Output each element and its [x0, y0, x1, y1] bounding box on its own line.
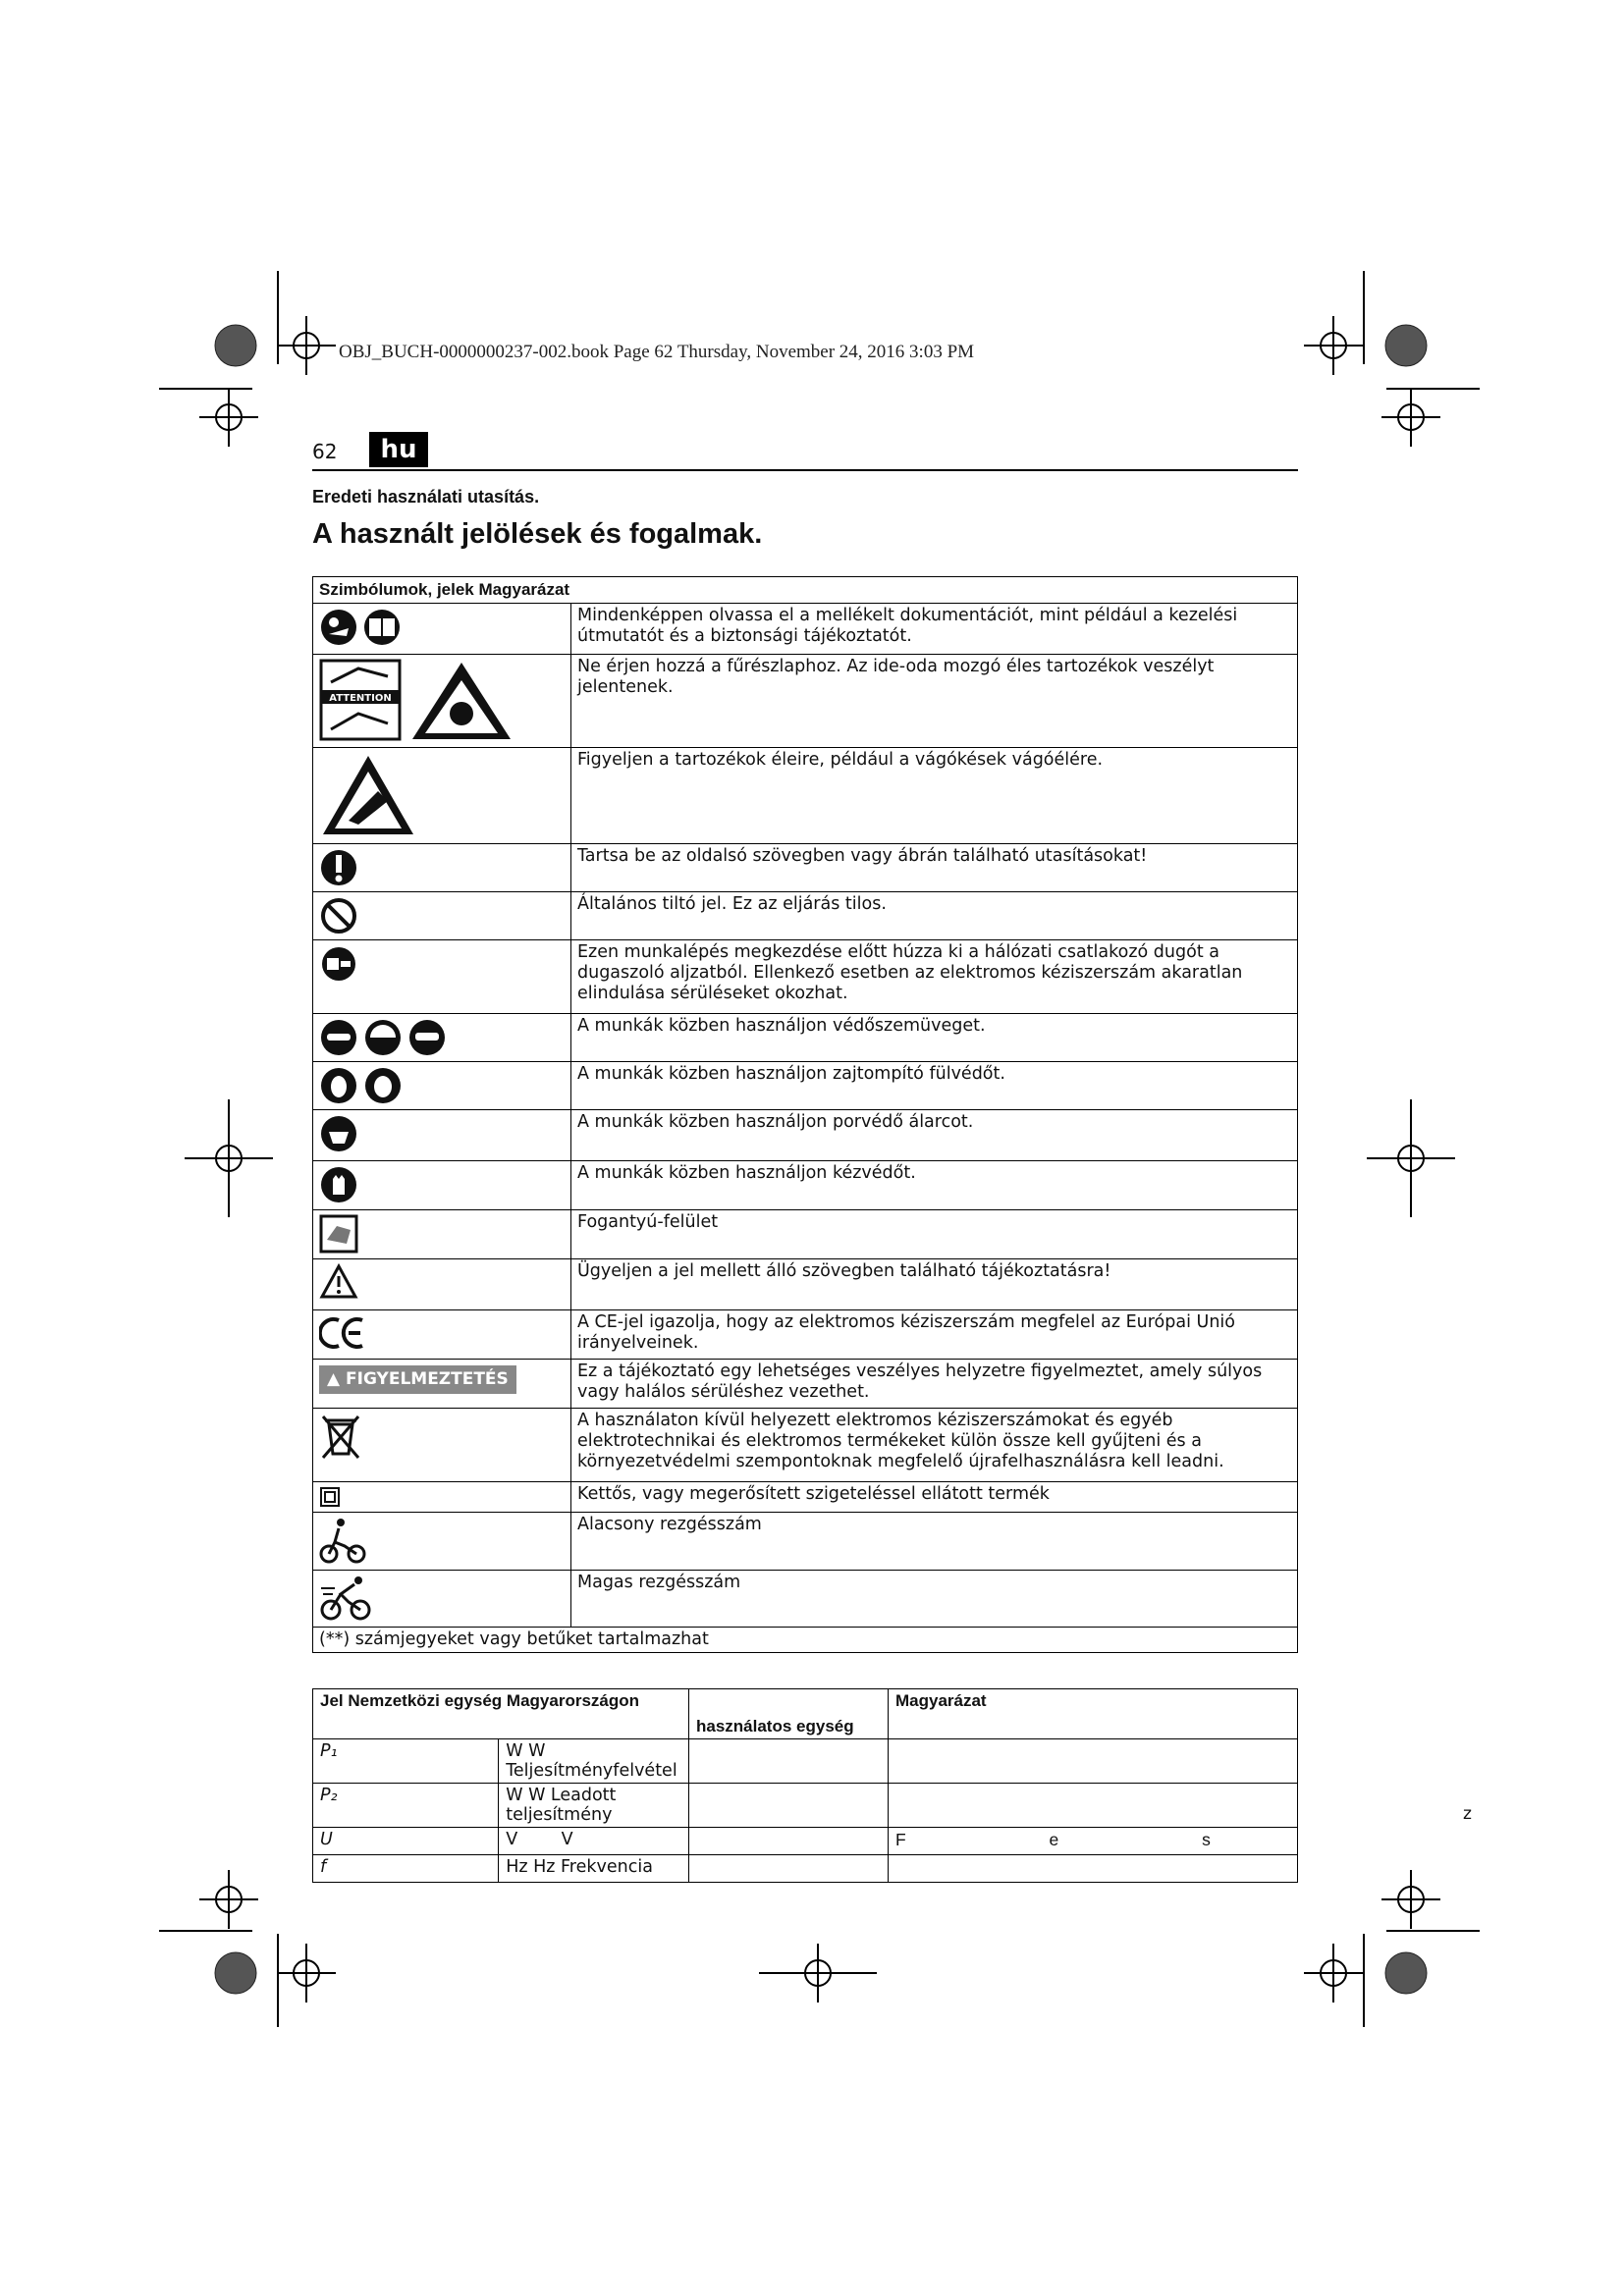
- icon-cell: [313, 844, 571, 892]
- language-badge: hu: [369, 432, 428, 467]
- table-row: [313, 1482, 1298, 1513]
- unit-symbol: f: [313, 1855, 499, 1883]
- table-row: [313, 1739, 1298, 1784]
- unit-col1: Hz Hz Frekvencia: [499, 1855, 689, 1883]
- row-text: Mindenképpen olvassa el a mellékelt dokumentációt, mint például a kezelési útmutatót és a biztonsági tájékoztatót.: [571, 604, 1298, 655]
- table-row: [313, 1110, 1298, 1161]
- row-text: Ez a tájékoztató egy lehetséges veszélyes helyzetre figyelmeztet, amely súlyos vagy halálos sérüléshez vezethet.: [571, 1360, 1298, 1409]
- table-row: [313, 892, 1298, 940]
- table-row: [313, 940, 1298, 1014]
- icon-cell: [313, 1360, 571, 1409]
- table-row: [313, 1210, 1298, 1259]
- row-text: Alacsony rezgésszám: [571, 1513, 1298, 1571]
- stray-character: z: [1463, 1804, 1472, 1824]
- page-title: A használt jelölések és fogalmak.: [312, 518, 763, 550]
- row-text: Kettős, vagy megerősített szigeteléssel ellátott termék: [571, 1482, 1298, 1513]
- units-table: [312, 1688, 1298, 1883]
- row-text: A munkák közben használjon kézvédőt.: [571, 1161, 1298, 1210]
- row-text: A használaton kívül helyezett elektromos kéziszerszámokat és egyéb elektrotechnikai és elektromos termékeket külön össze kell gyűjteni és a környezetvédelmi szempontoknak megfelelő újrafelhasználásra kell leadni.: [571, 1409, 1298, 1482]
- icon-cell: [313, 1513, 571, 1571]
- icon-cell: [313, 1014, 571, 1062]
- unit-col1: V V: [499, 1828, 689, 1855]
- document-subtitle: Eredeti használati utasítás.: [312, 487, 540, 507]
- row-text: Ezen munkalépés megkezdése előtt húzza ki a hálózati csatlakozó dugót a dugaszoló aljzatból. Ellenkező esetben az elektromos kéziszerszám akaratlan elindulása sérüléseket okozhat.: [571, 940, 1298, 1014]
- icon-cell: [313, 940, 571, 1014]
- unit-col2: [689, 1855, 889, 1883]
- symbols-table-header: Szimbólumok, jelek Magyarázat: [313, 577, 1298, 604]
- units-header-col2: használatos egység: [689, 1689, 889, 1739]
- unit-symbol: P₁: [313, 1739, 499, 1784]
- unit-col3: F e s: [889, 1828, 1298, 1855]
- icon-cell: [313, 748, 571, 844]
- symbols-table-footer: (**) számjegyeket vagy betűket tartalmazhat: [313, 1628, 1298, 1653]
- icon-cell: [313, 1409, 571, 1482]
- low-frequency-cyclist-icon: [319, 1517, 368, 1566]
- table-row: [313, 1855, 1298, 1883]
- row-text: Fogantyú-felület: [571, 1210, 1298, 1259]
- dust-mask-icon: [319, 1114, 358, 1153]
- print-header: OBJ_BUCH-0000000237-002.book Page 62 Thursday, November 24, 2016 3:03 PM: [339, 342, 975, 362]
- row-text: Ügyeljen a jel mellett álló szövegben található tájékoztatásra!: [571, 1259, 1298, 1310]
- table-row: [313, 1828, 1298, 1855]
- ear-protection-icon: [319, 1066, 412, 1105]
- unit-symbol: U: [313, 1828, 499, 1855]
- row-text: Magas rezgésszám: [571, 1571, 1298, 1628]
- table-row: [313, 1062, 1298, 1110]
- row-text: Figyeljen a tartozékok éleire, például a vágókések vágóélére.: [571, 748, 1298, 844]
- table-row: [313, 844, 1298, 892]
- row-text: A CE-jel igazolja, hogy az elektromos kéziszerszám megfelel az Európai Unió irányelveinek.: [571, 1310, 1298, 1360]
- row-text: Ne érjen hozzá a fűrészlaphoz. Az ide-oda mozgó éles tartozékok veszélyt jelentenek.: [571, 655, 1298, 748]
- warning-label-text: FIGYELMEZTETÉS: [346, 1369, 509, 1389]
- high-frequency-cyclist-icon: [319, 1575, 374, 1622]
- units-header-col1: Jel Nemzetközi egység Magyarországon: [313, 1689, 689, 1739]
- unit-col3: [889, 1784, 1298, 1828]
- icon-cell: [313, 604, 571, 655]
- icon-cell: [313, 655, 571, 748]
- row-text: A munkák közben használjon porvédő álarcot.: [571, 1110, 1298, 1161]
- unit-col1: W W Teljesítményfelvétel: [499, 1739, 689, 1784]
- table-row: [313, 1310, 1298, 1360]
- table-row: [313, 1360, 1298, 1409]
- icon-cell: [313, 1110, 571, 1161]
- table-row: [313, 1409, 1298, 1482]
- unit-col3: [889, 1739, 1298, 1784]
- table-row: [313, 604, 1298, 655]
- double-insulation-icon: [319, 1486, 341, 1508]
- header-rule: [312, 469, 1298, 471]
- weee-bin-icon: [319, 1413, 362, 1460]
- unit-col2: [689, 1739, 889, 1784]
- warning-triangle-icon: [319, 1263, 358, 1301]
- icon-cell: [313, 1310, 571, 1360]
- grip-surface-icon: [319, 1214, 360, 1254]
- icon-cell: [313, 1571, 571, 1628]
- table-row: [313, 655, 1298, 748]
- icon-cell: [313, 1161, 571, 1210]
- unit-col2: [689, 1828, 889, 1855]
- icon-cell: [313, 1210, 571, 1259]
- gloves-icon: [319, 1165, 358, 1204]
- row-text: A munkák közben használjon védőszemüveget.: [571, 1014, 1298, 1062]
- row-text: Tartsa be az oldalsó szövegben vagy ábrán található utasításokat!: [571, 844, 1298, 892]
- warning-sign-icon: ▲: [327, 1369, 341, 1389]
- table-row: [313, 1784, 1298, 1828]
- warning-label: [319, 1365, 516, 1394]
- ce-mark-icon: [319, 1314, 368, 1352]
- icon-cell: [313, 1062, 571, 1110]
- icon-cell: [313, 1482, 571, 1513]
- saw-blade-attention-icon: [319, 659, 515, 743]
- page-number: 62: [312, 440, 338, 463]
- svg-text:ATTENTION: ATTENTION: [329, 693, 392, 704]
- eye-protection-icon: [319, 1018, 457, 1057]
- unit-symbol: P₂: [313, 1784, 499, 1828]
- table-footer-row: [313, 1628, 1298, 1653]
- mandatory-exclamation-icon: [319, 848, 358, 887]
- sharp-edges-warning-icon: [319, 752, 417, 838]
- units-header-col3: Magyarázat: [889, 1689, 1298, 1739]
- unit-col1: W W Leadott teljesítmény: [499, 1784, 689, 1828]
- row-text: Általános tiltó jel. Ez az eljárás tilos.: [571, 892, 1298, 940]
- icon-cell: [313, 892, 571, 940]
- unit-col3: [889, 1855, 1298, 1883]
- symbols-table: [312, 576, 1298, 1653]
- table-row: [313, 1161, 1298, 1210]
- table-row: [313, 748, 1298, 844]
- table-row: [313, 1513, 1298, 1571]
- table-row: [313, 1259, 1298, 1310]
- icon-cell: [313, 1259, 571, 1310]
- unit-col2: [689, 1784, 889, 1828]
- read-manual-icon: [319, 608, 412, 647]
- table-row: [313, 1014, 1298, 1062]
- unplug-icon: [319, 944, 358, 984]
- prohibition-icon: [319, 896, 358, 935]
- row-text: A munkák közben használjon zajtompító fülvédőt.: [571, 1062, 1298, 1110]
- table-row: [313, 1571, 1298, 1628]
